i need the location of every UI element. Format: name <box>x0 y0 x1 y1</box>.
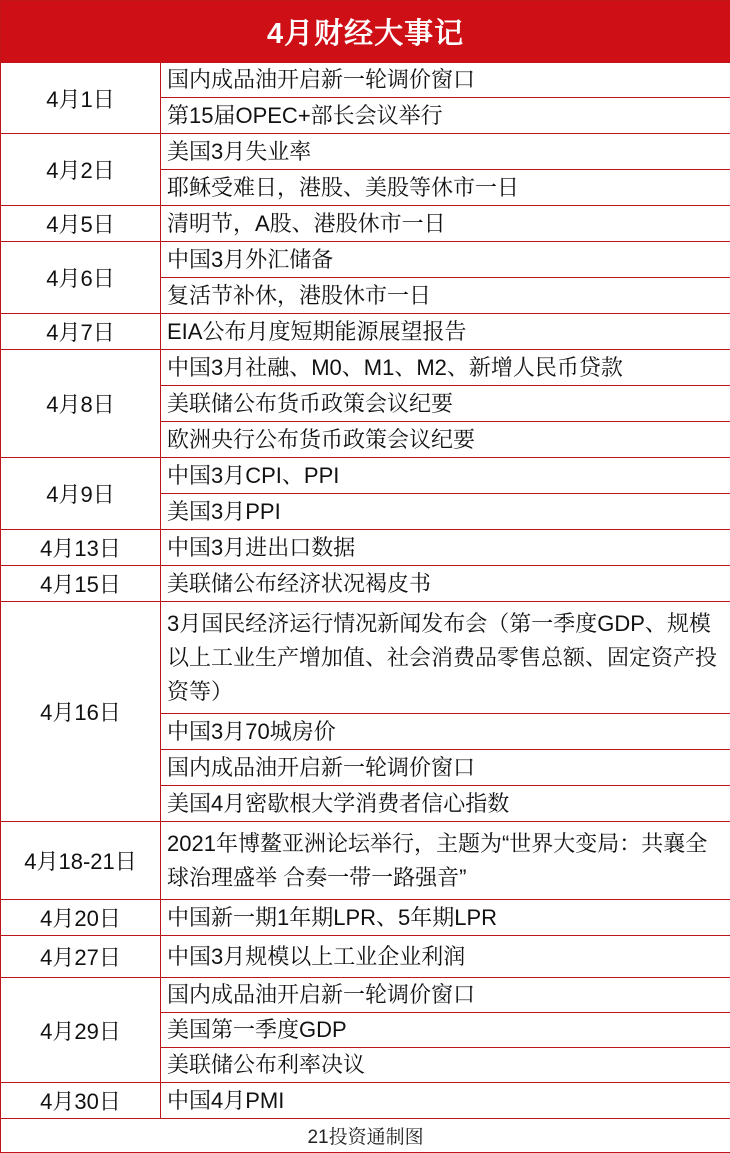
date-cell: 4月30日 <box>1 1083 161 1119</box>
event-cell: 美国4月密歇根大学消费者信心指数 <box>161 786 730 822</box>
date-cell: 4月6日 <box>1 242 161 314</box>
table-row <box>1 1083 730 1119</box>
date-cell: 4月18-21日 <box>1 822 161 900</box>
table-row <box>1 458 730 494</box>
table-row <box>1 63 730 98</box>
date-cell: 4月27日 <box>1 936 161 978</box>
date-cell: 4月16日 <box>1 602 161 822</box>
event-cell: 国内成品油开启新一轮调价窗口 <box>161 978 730 1013</box>
event-cell: 复活节补休，港股休市一日 <box>161 278 730 314</box>
date-cell: 4月20日 <box>1 900 161 936</box>
event-cell: 清明节，A股、港股休市一日 <box>161 206 730 242</box>
event-cell: 美联储公布利率决议 <box>161 1048 730 1083</box>
title-row <box>1 1 730 63</box>
date-cell: 4月15日 <box>1 566 161 602</box>
table-row <box>1 900 730 936</box>
event-cell: 耶稣受难日，港股、美股等休市一日 <box>161 170 730 206</box>
event-cell: 美联储公布货币政策会议纪要 <box>161 386 730 422</box>
date-cell: 4月1日 <box>1 63 161 134</box>
date-cell: 4月2日 <box>1 134 161 206</box>
event-cell: 国内成品油开启新一轮调价窗口 <box>161 63 730 98</box>
event-cell: 中国3月外汇储备 <box>161 242 730 278</box>
date-cell: 4月13日 <box>1 530 161 566</box>
table-row <box>1 530 730 566</box>
table-row <box>1 134 730 170</box>
date-cell: 4月5日 <box>1 206 161 242</box>
footer-row <box>1 1119 730 1153</box>
table-row <box>1 978 730 1013</box>
event-cell: 中国3月进出口数据 <box>161 530 730 566</box>
date-cell: 4月8日 <box>1 350 161 458</box>
date-cell: 4月7日 <box>1 314 161 350</box>
calendar-body <box>1 1 730 1153</box>
event-cell: 中国3月70城房价 <box>161 714 730 750</box>
event-cell: 美国3月PPI <box>161 494 730 530</box>
event-cell: 2021年博鳌亚洲论坛举行，主题为“世界大变局：共襄全球治理盛举 合奏一带一路强音” <box>161 822 730 900</box>
event-cell: 美国第一季度GDP <box>161 1013 730 1048</box>
table-row <box>1 350 730 386</box>
event-cell: 中国3月社融、M0、M1、M2、新增人民币贷款 <box>161 350 730 386</box>
event-cell: 中国新一期1年期LPR、5年期LPR <box>161 900 730 936</box>
table-row <box>1 936 730 978</box>
event-cell: 中国3月规模以上工业企业利润 <box>161 936 730 978</box>
table-row <box>1 206 730 242</box>
event-cell: EIA公布月度短期能源展望报告 <box>161 314 730 350</box>
event-cell: 3月国民经济运行情况新闻发布会（第一季度GDP、规模以上工业生产增加值、社会消费品零售总额、固定资产投资等） <box>161 602 730 714</box>
table-row <box>1 314 730 350</box>
event-cell: 第15届OPEC+部长会议举行 <box>161 98 730 134</box>
event-cell: 中国3月CPI、PPI <box>161 458 730 494</box>
table-row <box>1 242 730 278</box>
event-cell: 欧洲央行公布货币政策会议纪要 <box>161 422 730 458</box>
date-cell: 4月9日 <box>1 458 161 530</box>
table-row <box>1 602 730 714</box>
event-cell: 中国4月PMI <box>161 1083 730 1119</box>
table-row <box>1 822 730 900</box>
event-cell: 国内成品油开启新一轮调价窗口 <box>161 750 730 786</box>
date-cell: 4月29日 <box>1 978 161 1083</box>
page-title: 4月财经大事记 <box>1 1 730 63</box>
table-row <box>1 566 730 602</box>
event-cell: 美国3月失业率 <box>161 134 730 170</box>
footer-credit: 21投资通制图 <box>1 1119 730 1153</box>
event-cell: 美联储公布经济状况褐皮书 <box>161 566 730 602</box>
